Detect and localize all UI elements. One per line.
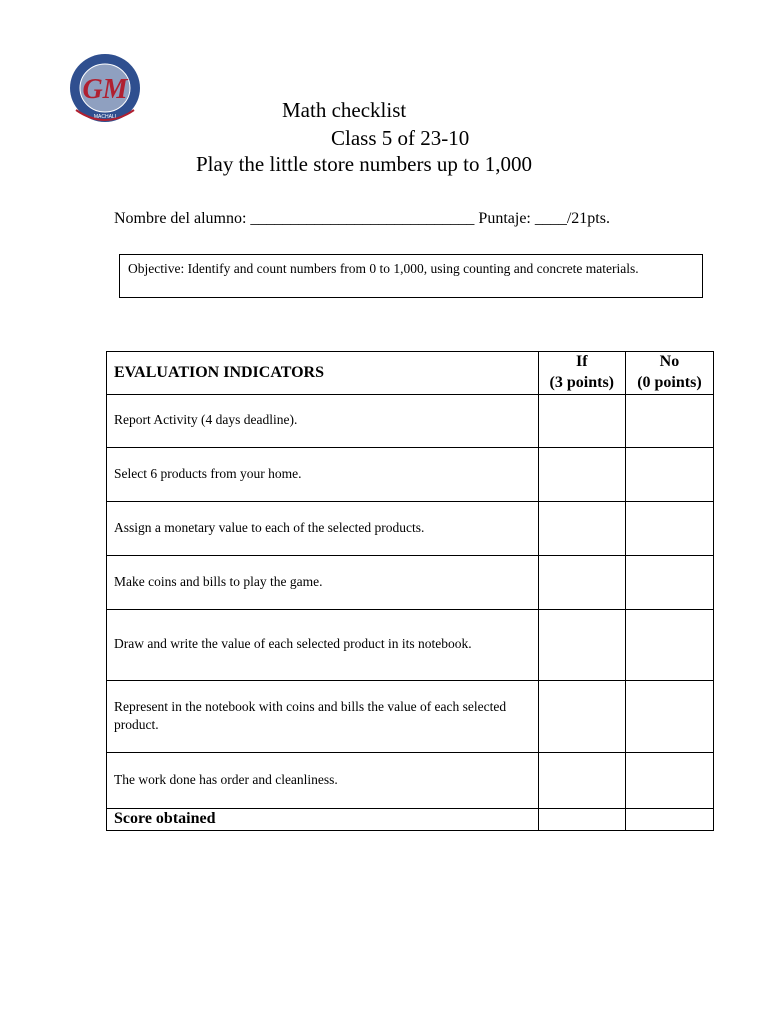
- indicator-cell: The work done has order and cleanliness.: [107, 752, 539, 808]
- table-row: [107, 501, 714, 555]
- table-row: [107, 609, 714, 680]
- header-no-label: No: [659, 353, 680, 370]
- yes-cell[interactable]: [538, 752, 625, 808]
- table-header-row: [107, 352, 714, 395]
- school-logo: [68, 52, 142, 124]
- activity-title: Play the little store numbers up to 1,000: [196, 152, 532, 176]
- no-cell[interactable]: [625, 501, 713, 555]
- header-no: [625, 352, 713, 395]
- table-row: [107, 394, 714, 447]
- score-no-cell[interactable]: [625, 808, 713, 830]
- yes-cell[interactable]: [538, 609, 625, 680]
- yes-cell[interactable]: [538, 555, 625, 609]
- table-row: [107, 680, 714, 752]
- indicator-cell: Draw and write the value of each selected product in its notebook.: [107, 609, 539, 680]
- header-yes-points: (3 points): [549, 373, 614, 391]
- yes-cell[interactable]: [538, 501, 625, 555]
- no-cell[interactable]: [625, 394, 713, 447]
- indicator-cell: Assign a monetary value to each of the selected products.: [107, 501, 539, 555]
- table-row: [107, 752, 714, 808]
- indicator-cell: Select 6 products from your home.: [107, 447, 539, 501]
- student-info-line: [114, 210, 610, 228]
- student-name-field[interactable]: Nombre del alumno: ____________________________: [114, 210, 475, 227]
- evaluation-table: [106, 351, 714, 831]
- header-yes-label: If: [575, 353, 588, 370]
- score-obtained-label: Score obtained: [107, 808, 539, 830]
- objective-box: [119, 254, 703, 298]
- logo-monogram: GM: [82, 74, 128, 105]
- no-cell[interactable]: [625, 680, 713, 752]
- class-info: Class 5 of 23-10: [331, 126, 470, 150]
- indicator-cell: Make coins and bills to play the game.: [107, 555, 539, 609]
- yes-cell[interactable]: [538, 680, 625, 752]
- score-yes-cell[interactable]: [538, 808, 625, 830]
- header-indicators: EVALUATION INDICATORS: [107, 352, 539, 395]
- yes-cell[interactable]: [538, 447, 625, 501]
- indicator-cell: Report Activity (4 days deadline).: [107, 394, 539, 447]
- objective-text: Objective: Identify and count numbers from 0 to 1,000, using counting and concrete materials.: [128, 261, 639, 276]
- table-row: [107, 447, 714, 501]
- document-title: Math checklist: [282, 98, 407, 122]
- no-cell[interactable]: [625, 555, 713, 609]
- no-cell[interactable]: [625, 752, 713, 808]
- no-cell[interactable]: [625, 609, 713, 680]
- yes-cell[interactable]: [538, 394, 625, 447]
- table-row: [107, 555, 714, 609]
- score-field[interactable]: Puntaje: ____/21pts.: [478, 210, 610, 227]
- no-cell[interactable]: [625, 447, 713, 501]
- score-row: [107, 808, 714, 830]
- header-no-points: (0 points): [637, 373, 702, 391]
- indicator-cell: Represent in the notebook with coins and bills the value of each selected product.: [107, 680, 539, 752]
- logo-city: MACHALI: [93, 114, 117, 120]
- header-yes: [538, 352, 625, 395]
